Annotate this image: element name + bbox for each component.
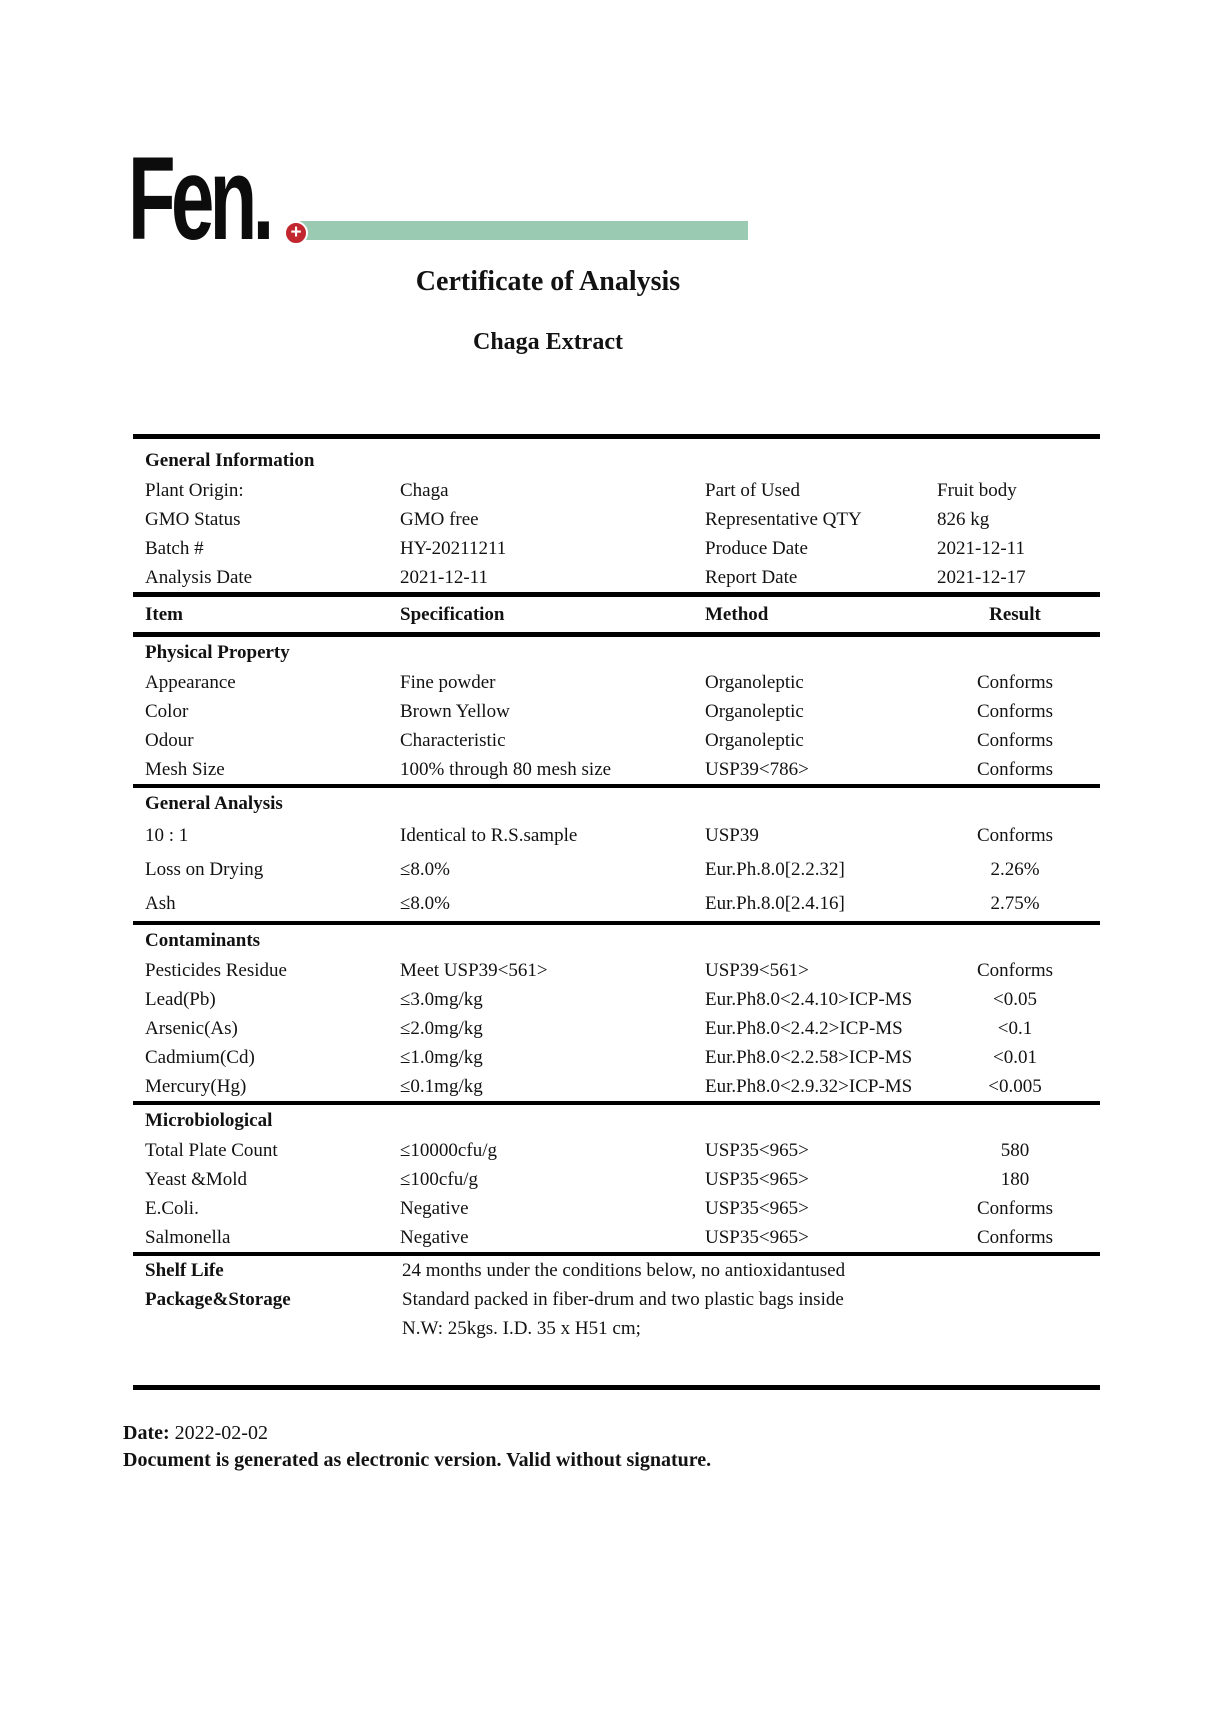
info-row: [133, 563, 1100, 592]
cell-result: 580: [1000, 1139, 1030, 1161]
cell-method: Eur.Ph.8.0[2.2.32]: [705, 859, 845, 880]
header-result: Result: [989, 603, 1041, 625]
shelf-value: N.W: 25kgs. I.D. 35 x H51 cm;: [402, 1317, 641, 1339]
cell-item: Mesh Size: [145, 758, 225, 780]
cell-specification: Negative: [400, 1226, 469, 1248]
column-header-row: [133, 597, 1100, 632]
table-row: [133, 755, 1100, 784]
cell-result: 2.26%: [990, 859, 1040, 880]
cell-specification: ≤0.1mg/kg: [400, 1075, 483, 1097]
table-row: [133, 726, 1100, 755]
header-specification: Specification: [400, 603, 505, 625]
cell-specification: ≤100cfu/g: [400, 1168, 478, 1190]
logo-fen: Fen.: [128, 133, 270, 265]
general-information-heading: General Information: [145, 449, 315, 471]
product-name: Chaga Extract: [473, 329, 623, 355]
info-row: [133, 505, 1100, 534]
coa-table: [133, 434, 1100, 1390]
logo-green-bar: [300, 221, 748, 240]
cell-method: Eur.Ph8.0<2.4.2>ICP-MS: [705, 1017, 903, 1039]
cell-specification: Negative: [400, 1197, 469, 1219]
info-value: Chaga: [400, 479, 449, 501]
table-row: [133, 1194, 1100, 1223]
table-row: [133, 1014, 1100, 1043]
table-row: [133, 819, 1100, 853]
cell-method: Eur.Ph.8.0[2.4.16]: [705, 893, 845, 914]
cell-result: 180: [1000, 1168, 1030, 1190]
cell-result: <0.1: [997, 1017, 1033, 1039]
cell-method: USP39<561>: [705, 959, 809, 981]
cell-item: Pesticides Residue: [145, 959, 287, 981]
shelf-label: Shelf Life: [145, 1259, 224, 1281]
cell-method: Eur.Ph8.0<2.4.10>ICP-MS: [705, 988, 913, 1010]
cell-item: Appearance: [145, 671, 236, 693]
table-row: [133, 985, 1100, 1014]
info-value: HY-20211211: [400, 537, 507, 559]
cell-result: Conforms: [977, 1197, 1053, 1219]
info-value: 826 kg: [937, 508, 990, 530]
shelf-rows: [133, 1256, 1100, 1343]
date-value: 2022-02-02: [174, 1422, 268, 1444]
cell-result: <0.05: [993, 988, 1037, 1010]
shelf-row: [133, 1256, 1100, 1285]
table-row: [133, 956, 1100, 985]
cell-item: Salmonella: [145, 1226, 231, 1248]
section-heading: Contaminants: [145, 929, 261, 951]
table-row: [133, 1072, 1100, 1101]
cell-specification: Identical to R.S.sample: [400, 825, 578, 846]
cell-result: Conforms: [977, 671, 1053, 693]
shelf-label: Package&Storage: [145, 1288, 291, 1310]
cell-specification: ≤8.0%: [400, 859, 451, 880]
cell-item: Arsenic(As): [145, 1017, 238, 1039]
cell-result: Conforms: [977, 825, 1053, 846]
shelf-row: [133, 1314, 1100, 1343]
info-label: Part of Used: [705, 479, 800, 501]
cell-method: Eur.Ph8.0<2.9.32>ICP-MS: [705, 1075, 913, 1097]
cell-item: Odour: [145, 729, 194, 751]
table-row: [133, 887, 1100, 921]
plus-icon: +: [284, 221, 308, 245]
cell-result: <0.01: [993, 1046, 1037, 1068]
cell-item: Yeast &Mold: [145, 1168, 248, 1190]
info-value: 2021-12-11: [937, 537, 1025, 559]
cell-result: 2.75%: [990, 893, 1040, 914]
cell-result: Conforms: [977, 959, 1053, 981]
cell-specification: 100% through 80 mesh size: [400, 758, 612, 780]
shelf-row: [133, 1285, 1100, 1314]
cell-specification: ≤2.0mg/kg: [400, 1017, 483, 1039]
info-label: GMO Status: [145, 508, 241, 530]
table-row: [133, 853, 1100, 887]
cell-item: Cadmium(Cd): [145, 1046, 255, 1068]
cell-item: Color: [145, 700, 189, 722]
date-label: Date:: [123, 1422, 170, 1444]
cell-method: USP39<786>: [705, 758, 809, 780]
cell-method: Organoleptic: [705, 700, 804, 722]
cell-item: Total Plate Count: [145, 1139, 278, 1161]
info-label: Batch #: [145, 537, 204, 559]
page-title: Certificate of Analysis: [415, 266, 681, 297]
cell-method: Eur.Ph8.0<2.2.58>ICP-MS: [705, 1046, 913, 1068]
cell-item: Mercury(Hg): [145, 1075, 247, 1097]
section-heading: General Analysis: [145, 792, 283, 814]
cell-item: Loss on Drying: [145, 859, 264, 880]
info-value: 2021-12-11: [400, 566, 488, 588]
cell-result: Conforms: [977, 758, 1053, 780]
date-line: [123, 1420, 711, 1447]
cell-specification: Characteristic: [400, 729, 506, 751]
cell-specification: ≤3.0mg/kg: [400, 988, 483, 1010]
cell-result: Conforms: [977, 729, 1053, 751]
cell-specification: ≤8.0%: [400, 893, 451, 914]
info-value: 2021-12-17: [937, 566, 1026, 588]
table-row: [133, 668, 1100, 697]
cell-specification: ≤10000cfu/g: [400, 1139, 497, 1161]
table-row: [133, 1136, 1100, 1165]
validity-note: Document is generated as electronic version. Valid without signature.: [123, 1449, 712, 1471]
cell-specification: ≤1.0mg/kg: [400, 1046, 483, 1068]
cell-specification: Fine powder: [400, 671, 496, 693]
cell-method: Organoleptic: [705, 729, 804, 751]
header-method: Method: [705, 603, 769, 625]
cell-item: Lead(Pb): [145, 988, 216, 1010]
header-item: Item: [145, 603, 183, 625]
info-label: Plant Origin:: [145, 479, 244, 501]
info-label: Analysis Date: [145, 566, 253, 588]
info-row: [133, 534, 1100, 563]
cell-result: Conforms: [977, 1226, 1053, 1248]
info-label: Representative QTY: [705, 508, 862, 530]
cell-result: Conforms: [977, 700, 1053, 722]
table-row: [133, 1165, 1100, 1194]
info-value: Fruit body: [937, 479, 1017, 501]
cell-method: USP35<965>: [705, 1139, 809, 1161]
logo-accent: [284, 218, 748, 242]
cell-specification: Meet USP39<561>: [400, 959, 548, 981]
cell-method: Organoleptic: [705, 671, 804, 693]
section-heading: Microbiological: [145, 1109, 273, 1131]
table-row: [133, 1223, 1100, 1252]
info-row: [133, 476, 1100, 505]
shelf-value: Standard packed in fiber-drum and two plastic bags inside: [402, 1288, 844, 1310]
cell-method: USP39: [705, 825, 759, 846]
table-row: [133, 697, 1100, 726]
cell-specification: Brown Yellow: [400, 700, 510, 722]
cell-item: Ash: [145, 893, 176, 914]
cell-method: USP35<965>: [705, 1168, 809, 1190]
bottom-border: [133, 1385, 1100, 1390]
spec-sections: [133, 637, 1100, 1256]
table-gap: [133, 1343, 1100, 1385]
info-value: GMO free: [400, 508, 479, 530]
cell-result: <0.005: [988, 1075, 1042, 1097]
info-label: Report Date: [705, 566, 798, 588]
general-info-rows: [133, 476, 1100, 592]
document-footer: [123, 1420, 711, 1474]
section-heading: Physical Property: [145, 641, 290, 663]
shelf-value: 24 months under the conditions below, no antioxidantused: [402, 1259, 846, 1281]
table-row: [133, 1043, 1100, 1072]
cell-item: E.Coli.: [145, 1197, 199, 1219]
info-label: Produce Date: [705, 537, 808, 559]
cell-item: 10 : 1: [145, 825, 189, 846]
cell-method: USP35<965>: [705, 1197, 809, 1219]
cell-method: USP35<965>: [705, 1226, 809, 1248]
